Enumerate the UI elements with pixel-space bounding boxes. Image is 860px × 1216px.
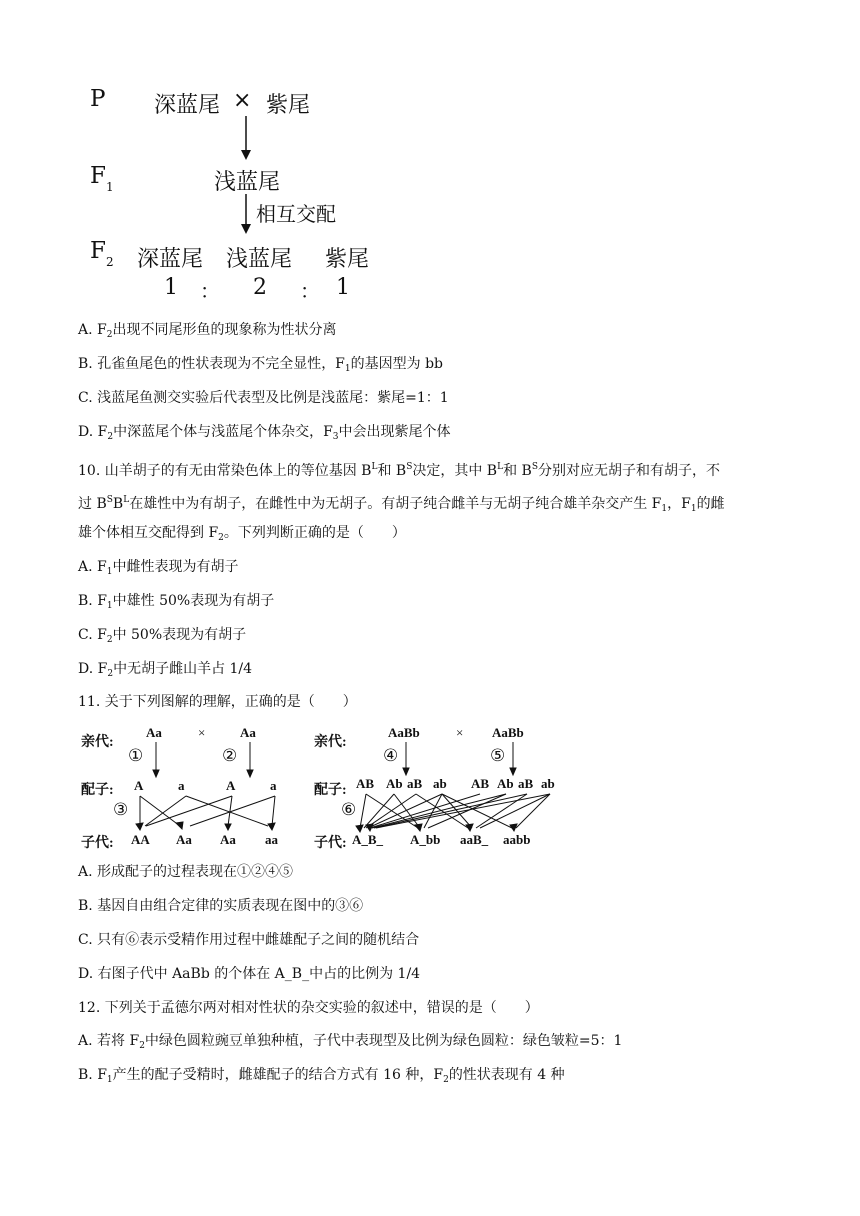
right-gamete-6: Ab [497,776,514,791]
f2-deep-blue: 深蓝尾 [137,247,204,272]
right-gamete-3: aB [407,776,423,791]
q12-stem: 12. 下列关于孟德尔两对相对性状的杂交实验的叙述中，错误的是（ ） [78,1000,539,1016]
left-gamete-3: A [226,778,236,793]
left-child-4: aa [265,832,278,847]
parent-deep-blue: 深蓝尾 [154,93,221,118]
step-2: ② [222,746,238,766]
right-gamete-2: Ab [386,776,403,791]
q11-option-b: B. 基因自由组合定律的实质表现在图中的③⑥ [78,898,364,914]
q9-option-d: D. $F_2$中深蓝尾个体与浅蓝尾个体杂交，$F_3$中会出现紫尾个体 [78,424,451,442]
left-child-label: 子代: [81,836,114,851]
q10-stem-line-3: 雄个体相互交配得到 $F_2$。下列判断正确的是（ ） [78,525,406,543]
left-cross: × [198,725,206,740]
left-child-2: Aa [176,832,192,847]
q12-option-b: B. $F_1$产生的配子受精时，雌雄配子的结合方式有 16 种，$F_2$的性状表现有 4 种 [78,1067,565,1085]
q10-stem-line-1: 10. 山羊胡子的有无由常染色体上的等位基因 $B^L$和 $B^S$决定，其中 $B^L$和 $B^S$分别对应无胡子和有胡子，不 [78,462,721,479]
right-parent-2: AaBb [492,725,524,740]
left-child-3: Aa [220,832,236,847]
right-child-4: aabb [503,832,531,847]
ratio-colon-1: ： [200,279,220,303]
right-child-1: A_B_ [352,832,384,847]
step-3: ③ [113,800,129,820]
mating-label: 相互交配 [256,202,336,226]
step-5: ⑤ [490,746,506,766]
step-1: ① [128,746,144,766]
left-parent-2: Aa [240,725,256,740]
left-parent-label: 亲代: [81,735,114,750]
q9-option-b: B. 孔雀鱼尾色的性状表现为不完全显性，$F_1$的基因型为 bb [78,356,444,374]
right-gamete-8: ab [541,776,555,791]
right-gamete-4: ab [433,776,447,791]
f2-light-blue: 浅蓝尾 [226,247,293,272]
right-gamete-7: aB [518,776,534,791]
f1-label: $F_1$ [90,163,114,194]
f2-label: $F_2$ [90,238,114,269]
right-cross: × [456,725,464,740]
right-parent-1: AaBb [388,725,420,740]
right-gamete-1: AB [356,776,375,791]
ratio-2: 2 [253,275,267,300]
left-gamete-4: a [270,778,277,793]
ratio-colon-2: ： [300,279,320,303]
left-parent-1: Aa [146,725,162,740]
p-label: P [90,86,106,112]
right-child-2: A_bb [410,832,441,847]
f2-purple: 紫尾 [325,247,370,272]
right-child-label: 子代: [314,836,347,851]
q12-option-a: A. 若将 $F_2$中绿色圆粒豌豆单独种植，子代中表现型及比例为绿色圆粒：绿色皱粒=5：1 [78,1033,623,1051]
ratio-1: 1 [164,275,178,300]
left-child-1: AA [131,832,150,847]
left-gamete-label: 配子: [81,783,114,798]
step-6: ⑥ [341,800,357,820]
q11-option-a: A. 形成配子的过程表现在①②④⑤ [78,864,294,880]
ratio-3: 1 [336,275,350,300]
q10-option-b: B. $F_1$中雄性 50%表现为有胡子 [78,593,275,611]
q10-option-a: A. $F_1$中雌性表现为有胡子 [78,559,239,577]
left-gamete-1: A [134,778,144,793]
q9-option-a: A. $F_2$出现不同尾形鱼的现象称为性状分离 [78,322,337,340]
parent-purple: 紫尾 [266,93,311,118]
right-parent-label: 亲代: [314,735,347,750]
q10-option-d: D. $F_2$中无胡子雌山羊占 1/4 [78,661,253,679]
right-child-3: aaB_ [460,832,489,847]
q10-option-c: C. $F_2$中 50%表现为有胡子 [78,627,247,645]
right-gamete-5: AB [471,776,490,791]
cross-symbol: × [233,88,252,113]
q11-stem: 11. 关于下列图解的理解，正确的是（ ） [78,694,357,710]
q11-option-d: D. 右图子代中 AaBb 的个体在 A_B_中占的比例为 1/4 [78,966,421,982]
q10-stem-line-2: 过 $B^SB^L$在雄性中为有胡子，在雌性中为无胡子。有胡子纯合雌羊与无胡子纯合雄羊杂交产生 $F_1$，$F_1$的雌 [78,495,725,514]
f1-light-blue: 浅蓝尾 [214,170,281,195]
left-gamete-2: a [178,778,185,793]
right-gamete-label: 配子: [314,783,347,798]
step-4: ④ [383,746,399,766]
q11-option-c: C. 只有⑥表示受精作用过程中雌雄配子之间的随机结合 [78,932,420,948]
q9-option-c: C. 浅蓝尾鱼测交实验后代表型及比例是浅蓝尾：紫尾=1：1 [78,390,449,406]
